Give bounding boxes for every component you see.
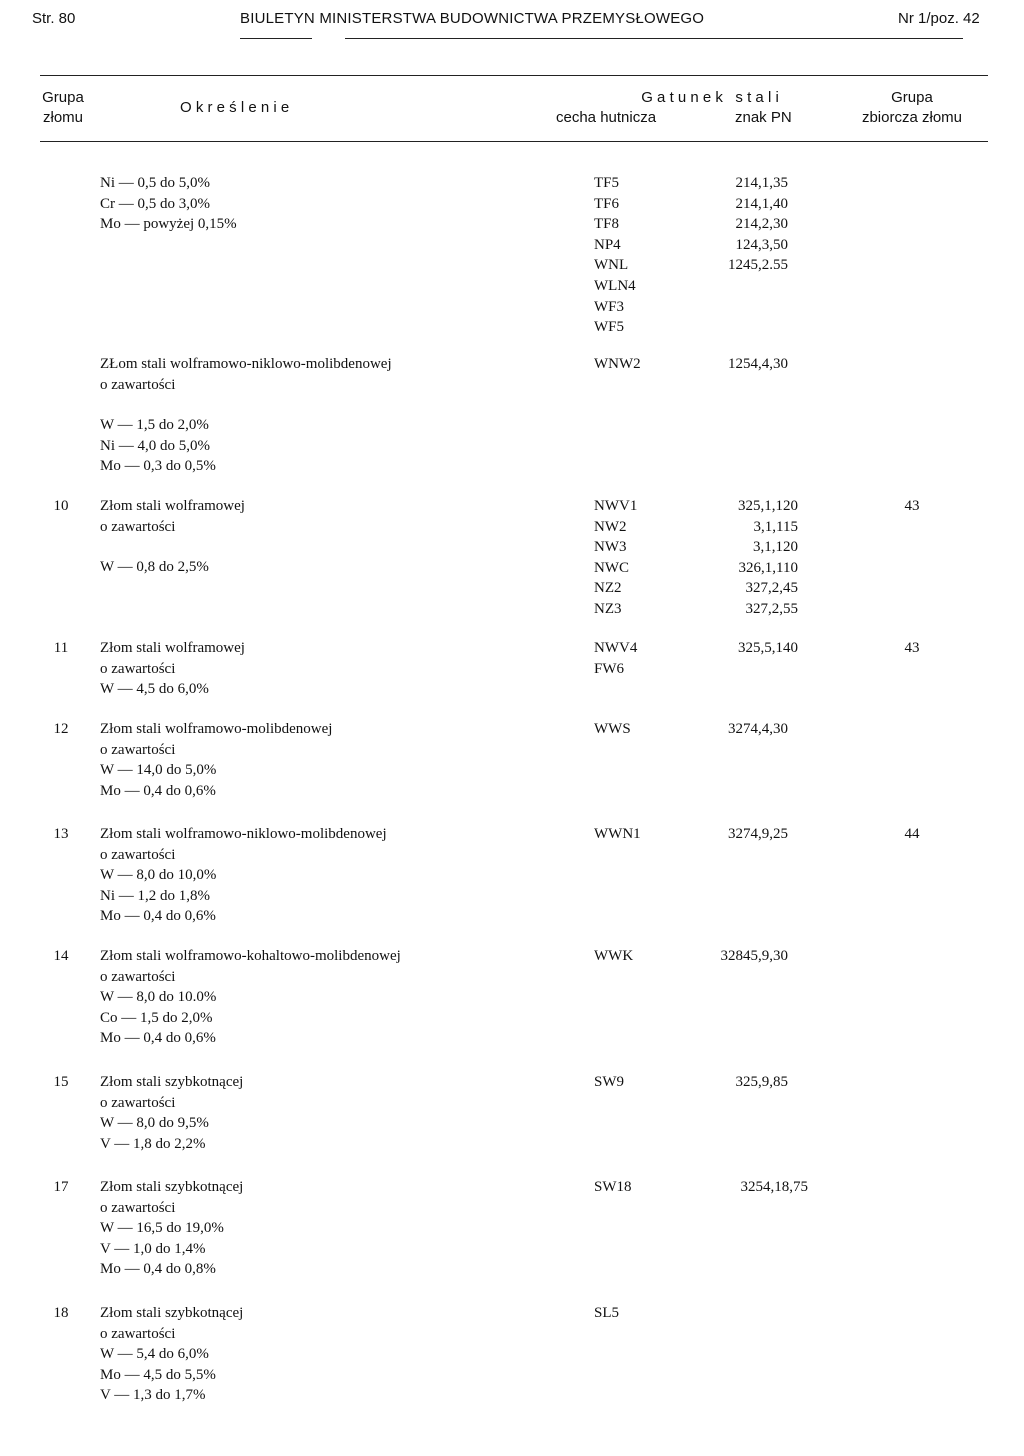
header-underline-right [345, 38, 963, 39]
trade-name: NWC [594, 559, 629, 576]
description-line: W — 5,4 do 6,0% [100, 1346, 209, 1363]
pn-mark: 327,2,55 [745, 600, 798, 617]
description-line: o zawartości [100, 1325, 176, 1342]
page-number: Str. 80 [32, 10, 76, 27]
trade-name: NZ3 [594, 600, 622, 617]
trade-name: WNL [594, 257, 629, 274]
trade-name: WF3 [594, 298, 624, 315]
pn-mark: 214,1,40 [735, 195, 788, 212]
row-description [100, 719, 332, 801]
col-group-label-top: Grupa [42, 89, 84, 106]
pn-mark: 214,2,30 [735, 216, 788, 233]
pn-mark: 1254,4,30 [728, 356, 788, 372]
trade-name: NWV1 [594, 498, 638, 514]
trade-name: NW2 [594, 518, 627, 535]
row-trade-names [594, 1072, 624, 1093]
trade-name: TF6 [594, 195, 620, 212]
description-line: Ni — 0,5 do 5,0% [100, 175, 210, 191]
trade-name: NW3 [594, 539, 627, 556]
description-line: W — 1,5 do 2,0% [100, 417, 209, 434]
row-pn-marks [680, 354, 788, 375]
pn-mark: 1245,2.55 [728, 257, 788, 274]
row-combined-group: 43 [904, 640, 920, 656]
trade-name: TF5 [594, 175, 620, 191]
col-combined-group-label-top: Grupa [891, 89, 933, 106]
publication-title: BIULETYN MINISTERSTWA BUDOWNICTWA PRZEMYSŁOWEGO [240, 10, 705, 27]
trade-name: WWS [594, 721, 631, 737]
col-group-label-bottom: złomu [42, 109, 83, 126]
trade-name: SW18 [594, 1179, 632, 1195]
pn-mark: 327,2,45 [745, 580, 798, 597]
pn-mark: 214,1,35 [735, 175, 788, 191]
pn-mark: 326,1,110 [738, 559, 798, 576]
row-combined-group: 43 [904, 498, 920, 514]
description-line: W — 16,5 do 19,0% [100, 1220, 224, 1237]
table-top-rule [40, 75, 988, 76]
description-line: V — 1,3 do 1,7% [100, 1387, 206, 1404]
row-description [100, 1072, 243, 1154]
trade-name: SL5 [594, 1305, 620, 1321]
row-group-number: 13 [53, 826, 69, 842]
trade-name: WF5 [594, 319, 624, 336]
row-description [100, 496, 245, 578]
row-trade-names [594, 496, 637, 620]
pn-mark: 325,9,85 [735, 1074, 788, 1090]
row-pn-marks [680, 496, 798, 620]
row-trade-names [594, 173, 636, 338]
description-line: W — 14,0 do 5,0% [100, 762, 217, 779]
row-pn-marks [680, 173, 788, 276]
description-line: W — 8,0 do 10,0% [100, 867, 217, 884]
description-line: Złom stali szybkotnącej [100, 1074, 244, 1090]
row-group-number: 12 [53, 721, 69, 737]
row-description [100, 354, 392, 477]
row-description [100, 1303, 243, 1406]
issue-number: Nr 1/poz. 42 [898, 10, 980, 27]
description-line: Ni — 1,2 do 1,8% [100, 887, 210, 904]
pn-mark: 325,5,140 [738, 640, 798, 656]
col-steel-grade-label: G a t u n e k s t a l i [641, 89, 779, 106]
pn-mark: 32845,9,30 [720, 948, 788, 964]
description-line: W — 8,0 do 10.0% [100, 989, 217, 1006]
description-line: o zawartości [100, 846, 176, 863]
row-pn-marks [680, 638, 798, 659]
row-pn-marks [680, 719, 788, 740]
row-description [100, 946, 401, 1049]
pn-mark: 3254,18,75 [740, 1179, 808, 1195]
description-line: o zawartości [100, 376, 176, 393]
row-group-number: 11 [53, 640, 69, 656]
trade-name: WWN1 [594, 826, 641, 842]
row-trade-names [594, 1177, 632, 1198]
description-line: o zawartości [100, 968, 176, 985]
row-trade-names [594, 638, 637, 679]
col-description-label: O k r e ś l e n i e [180, 99, 290, 116]
description-line: W — 0,8 do 2,5% [100, 559, 209, 576]
row-pn-marks [680, 1072, 788, 1093]
pn-mark: 124,3,50 [735, 236, 788, 253]
trade-name: SW9 [594, 1074, 624, 1090]
row-description [100, 638, 245, 700]
row-group-number: 15 [53, 1074, 69, 1090]
row-trade-names [594, 719, 631, 740]
row-trade-names [594, 824, 641, 845]
row-pn-marks [680, 824, 788, 845]
row-group-number: 17 [53, 1179, 69, 1195]
description-line: o zawartości [100, 1199, 176, 1216]
trade-name: NWV4 [594, 640, 638, 656]
description-spacer [100, 395, 392, 415]
row-description [100, 1177, 243, 1280]
trade-name: NZ2 [594, 580, 622, 597]
description-line: Ni — 4,0 do 5,0% [100, 437, 210, 454]
description-line: Mo — powyżej 0,15% [100, 216, 237, 233]
description-line: Mo — 0,4 do 0,6% [100, 1030, 216, 1047]
trade-name: TF8 [594, 216, 620, 233]
col-pn-mark-label: znak PN [735, 109, 792, 126]
row-group-number: 10 [53, 498, 69, 514]
description-line: W — 4,5 do 6,0% [100, 681, 209, 698]
pn-mark: 3,1,115 [753, 518, 798, 535]
row-trade-names [594, 354, 641, 375]
row-pn-marks [680, 946, 788, 967]
description-line: Mo — 0,4 do 0,8% [100, 1261, 216, 1278]
table-header-rule [40, 141, 988, 142]
description-line: W — 8,0 do 9,5% [100, 1115, 209, 1132]
pn-mark: 3274,9,25 [728, 826, 788, 842]
row-combined-group: 44 [904, 826, 920, 842]
row-pn-marks [690, 1177, 808, 1198]
trade-name: NP4 [594, 236, 621, 253]
description-line: Mo — 4,5 do 5,5% [100, 1366, 216, 1383]
description-line: Złom stali wolframowej [100, 498, 245, 514]
description-line: Złom stali szybkotnącej [100, 1179, 244, 1195]
trade-name: FW6 [594, 660, 624, 677]
description-line: o zawartości [100, 1094, 176, 1111]
description-spacer [100, 537, 245, 557]
row-group-number: 14 [53, 948, 69, 964]
col-combined-group-label-bottom: zbiorcza złomu [861, 109, 963, 126]
row-description [100, 173, 237, 235]
header-underline-left [240, 38, 312, 39]
row-description [100, 824, 387, 927]
row-trade-names [594, 1303, 619, 1324]
description-line: o zawartości [100, 741, 176, 758]
description-line: o zawartości [100, 518, 176, 535]
description-line: o zawartości [100, 660, 176, 677]
col-trade-name-label: cecha hutnicza [556, 109, 657, 126]
row-trade-names [594, 946, 633, 967]
description-line: Cr — 0,5 do 3,0% [100, 195, 210, 212]
description-line: V — 1,0 do 1,4% [100, 1240, 206, 1257]
description-line: Złom stali szybkotnącej [100, 1305, 244, 1321]
trade-name: WWK [594, 948, 634, 964]
pn-mark: 3274,4,30 [728, 721, 788, 737]
description-line: Złom stali wolframowo-kohaltowo-molibdenowej [100, 948, 401, 964]
description-line: Co — 1,5 do 2,0% [100, 1009, 213, 1026]
description-line: V — 1,8 do 2,2% [100, 1135, 206, 1152]
pn-mark: 325,1,120 [738, 498, 798, 514]
description-line: ZŁom stali wolframowo-niklowo-molibdenowej [100, 356, 392, 372]
description-line: Złom stali wolframowo-niklowo-molibdenowej [100, 826, 387, 842]
row-group-number: 18 [53, 1305, 69, 1321]
description-line: Złom stali wolframowej [100, 640, 245, 656]
trade-name: WNW2 [594, 356, 641, 372]
description-line: Złom stali wolframowo-molibdenowej [100, 721, 333, 737]
description-line: Mo — 0,4 do 0,6% [100, 908, 216, 925]
description-line: Mo — 0,4 do 0,6% [100, 782, 216, 799]
description-line: Mo — 0,3 do 0,5% [100, 458, 216, 475]
pn-mark: 3,1,120 [753, 539, 798, 556]
trade-name: WLN4 [594, 277, 636, 294]
